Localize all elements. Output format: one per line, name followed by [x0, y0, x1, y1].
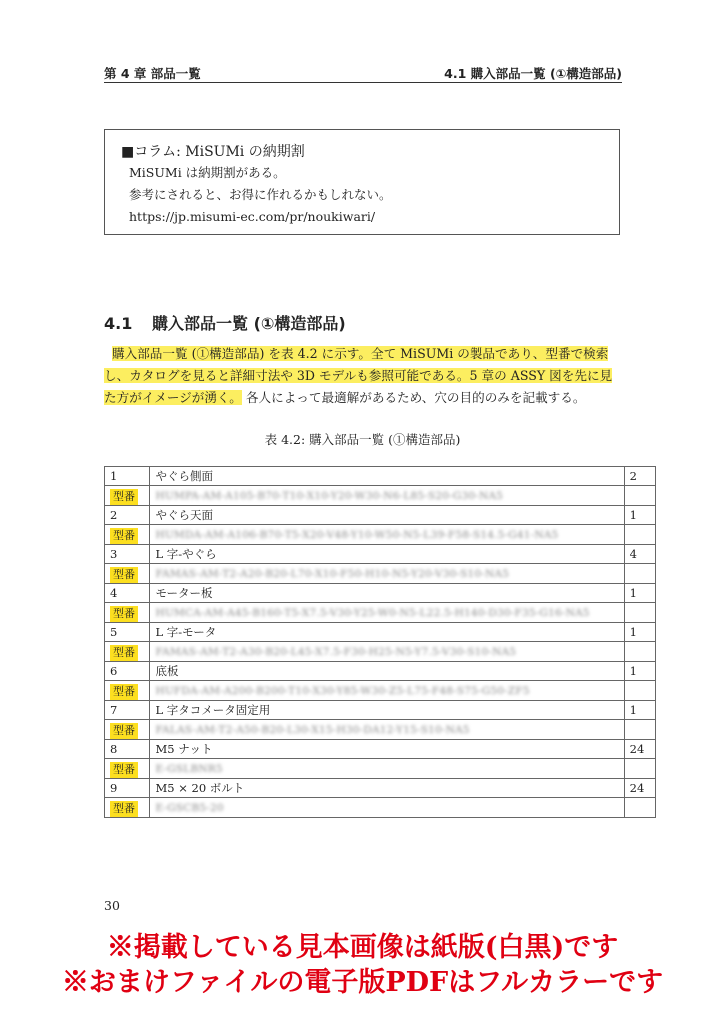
- model-empty-cell: [624, 681, 655, 701]
- plain-text: 各人によって最適解があるため、穴の目的のみを記載する。: [245, 390, 586, 405]
- model-empty-cell: [624, 486, 655, 506]
- model-tag-cell: [105, 759, 150, 779]
- model-number: FAMAS-AM-T2-A20-B20-L70-X10-F50-H10-N5-Y20-V30-S10-NA5: [155, 568, 510, 580]
- part-row: [105, 506, 656, 525]
- part-name: L 字-やぐら: [150, 545, 624, 564]
- model-tag: 型番: [110, 645, 138, 661]
- part-quantity: 1: [624, 701, 655, 720]
- model-number-cell: [150, 642, 624, 662]
- model-empty-cell: [624, 759, 655, 779]
- part-row: [105, 584, 656, 603]
- part-quantity: 24: [624, 779, 655, 798]
- part-name: モーター板: [150, 584, 624, 603]
- model-number-cell: [150, 486, 624, 506]
- parts-table: [104, 466, 656, 818]
- model-empty-cell: [624, 720, 655, 740]
- model-number-cell: [150, 525, 624, 545]
- model-tag-cell: [105, 720, 150, 740]
- page-number: 30: [104, 898, 120, 913]
- part-name: L 字-モータ: [150, 623, 624, 642]
- part-number: 5: [105, 623, 150, 642]
- part-name: M5 × 20 ボルト: [150, 779, 624, 798]
- part-number: 7: [105, 701, 150, 720]
- model-tag: 型番: [110, 801, 138, 817]
- model-row: [105, 759, 656, 779]
- part-quantity: 2: [624, 467, 655, 486]
- model-row: [105, 486, 656, 506]
- part-row: [105, 701, 656, 720]
- model-number-cell: [150, 798, 624, 818]
- notice-print-edition: ※掲載している見本画像は紙版(白黒)です: [106, 932, 619, 963]
- part-row: [105, 467, 656, 486]
- model-number: HUMDA-AM-A106-B70-T5-X20-V48-Y10-W50-N5-L39-F58-S14.5-G41-NA5: [155, 529, 559, 541]
- section-heading-title: 購入部品一覧 (①構造部品): [152, 314, 346, 333]
- part-row: [105, 740, 656, 759]
- model-number: FAMAS-AM-T2-A30-B20-L45-X7.5-F30-H25-N5-Y7.5-V30-S10-NA5: [155, 646, 517, 658]
- model-tag: 型番: [110, 606, 138, 622]
- section-number: 4.1: [104, 314, 133, 333]
- model-number-cell: [150, 603, 624, 623]
- model-tag: 型番: [110, 567, 138, 583]
- model-number: E-GSLBNR5: [155, 763, 223, 775]
- part-number: 1: [105, 467, 150, 486]
- column-line: MiSUMi は納期割がある。: [129, 165, 286, 180]
- column-url: https://jp.misumi-ec.com/pr/noukiwari/: [129, 209, 376, 224]
- model-number: HUMCA-AM-A45-B160-T5-X7.5-V30-Y25-W0-N5-L22.5-H140-D30-F35-G16-NA5: [155, 607, 590, 619]
- model-empty-cell: [624, 798, 655, 818]
- part-row: [105, 545, 656, 564]
- part-number: 6: [105, 662, 150, 681]
- model-tag: 型番: [110, 528, 138, 544]
- section-title: 4.1 購入部品一覧 (①構造部品): [444, 66, 622, 81]
- model-row: [105, 564, 656, 584]
- part-name: L 字タコメータ固定用: [150, 701, 624, 720]
- model-empty-cell: [624, 603, 655, 623]
- model-number-cell: [150, 720, 624, 740]
- part-quantity: 1: [624, 506, 655, 525]
- table-caption: 表 4.2: 購入部品一覧 (①構造部品): [264, 432, 461, 447]
- model-number: HUFDA-AM-A200-B200-T10-X30-Y85-W30-Z5-L75-F48-S75-G50-ZF5: [155, 685, 530, 697]
- section-heading: [104, 311, 346, 334]
- part-number: 4: [105, 584, 150, 603]
- model-tag: 型番: [110, 762, 138, 778]
- model-tag: 型番: [110, 684, 138, 700]
- part-name: やぐら天面: [150, 506, 624, 525]
- model-tag-cell: [105, 681, 150, 701]
- model-number-cell: [150, 759, 624, 779]
- model-number: FALAS-AM-T2-A50-B20-L30-X15-H30-DA12-Y15-S10-NA5: [155, 724, 470, 736]
- column-line: 参考にされると、お得に作れるかもしれない。: [129, 187, 392, 202]
- model-number-cell: [150, 564, 624, 584]
- part-name: やぐら側面: [150, 467, 624, 486]
- part-number: 2: [105, 506, 150, 525]
- chapter-title: 第 4 章 部品一覧: [104, 66, 201, 81]
- part-row: [105, 662, 656, 681]
- model-empty-cell: [624, 564, 655, 584]
- model-row: [105, 525, 656, 545]
- part-quantity: 1: [624, 584, 655, 603]
- column-title: ■コラム: MiSUMi の納期割: [121, 144, 305, 160]
- part-name: 底板: [150, 662, 624, 681]
- model-empty-cell: [624, 642, 655, 662]
- model-row: [105, 681, 656, 701]
- model-tag-cell: [105, 642, 150, 662]
- model-tag: 型番: [110, 723, 138, 739]
- model-tag: 型番: [110, 489, 138, 505]
- highlighted-text: 購入部品一覧 (①構造部品) を表 4.2 に示す。全て MiSUMi の製品であり、型番で検索し、カタログを見ると詳細寸法や 3D モデルも参照可能である。5 章の ASSY 図を先に見た方がイメージが湧く。: [104, 346, 613, 405]
- notice-pdf-edition: ※おまけファイルの電子版PDFはフルカラーです: [61, 967, 664, 998]
- part-quantity: 24: [624, 740, 655, 759]
- model-row: [105, 798, 656, 818]
- model-row: [105, 720, 656, 740]
- part-quantity: 4: [624, 545, 655, 564]
- model-tag-cell: [105, 525, 150, 545]
- model-row: [105, 603, 656, 623]
- part-quantity: 1: [624, 623, 655, 642]
- part-number: 9: [105, 779, 150, 798]
- running-header: [104, 62, 622, 83]
- model-number-cell: [150, 681, 624, 701]
- part-row: [105, 779, 656, 798]
- body-paragraph: [104, 343, 624, 409]
- parts-table-body: [105, 467, 656, 818]
- model-tag-cell: [105, 603, 150, 623]
- model-tag-cell: [105, 564, 150, 584]
- model-number: HUMPA-AM-A105-B70-T10-X10-Y20-W30-N6-L85-S20-G30-NA5: [155, 490, 504, 502]
- part-number: 3: [105, 545, 150, 564]
- model-tag-cell: [105, 486, 150, 506]
- model-row: [105, 642, 656, 662]
- part-name: M5 ナット: [150, 740, 624, 759]
- column-box: [104, 129, 620, 235]
- model-empty-cell: [624, 525, 655, 545]
- part-number: 8: [105, 740, 150, 759]
- part-quantity: 1: [624, 662, 655, 681]
- model-tag-cell: [105, 798, 150, 818]
- model-number: E-GSCB5-20: [155, 802, 224, 814]
- part-row: [105, 623, 656, 642]
